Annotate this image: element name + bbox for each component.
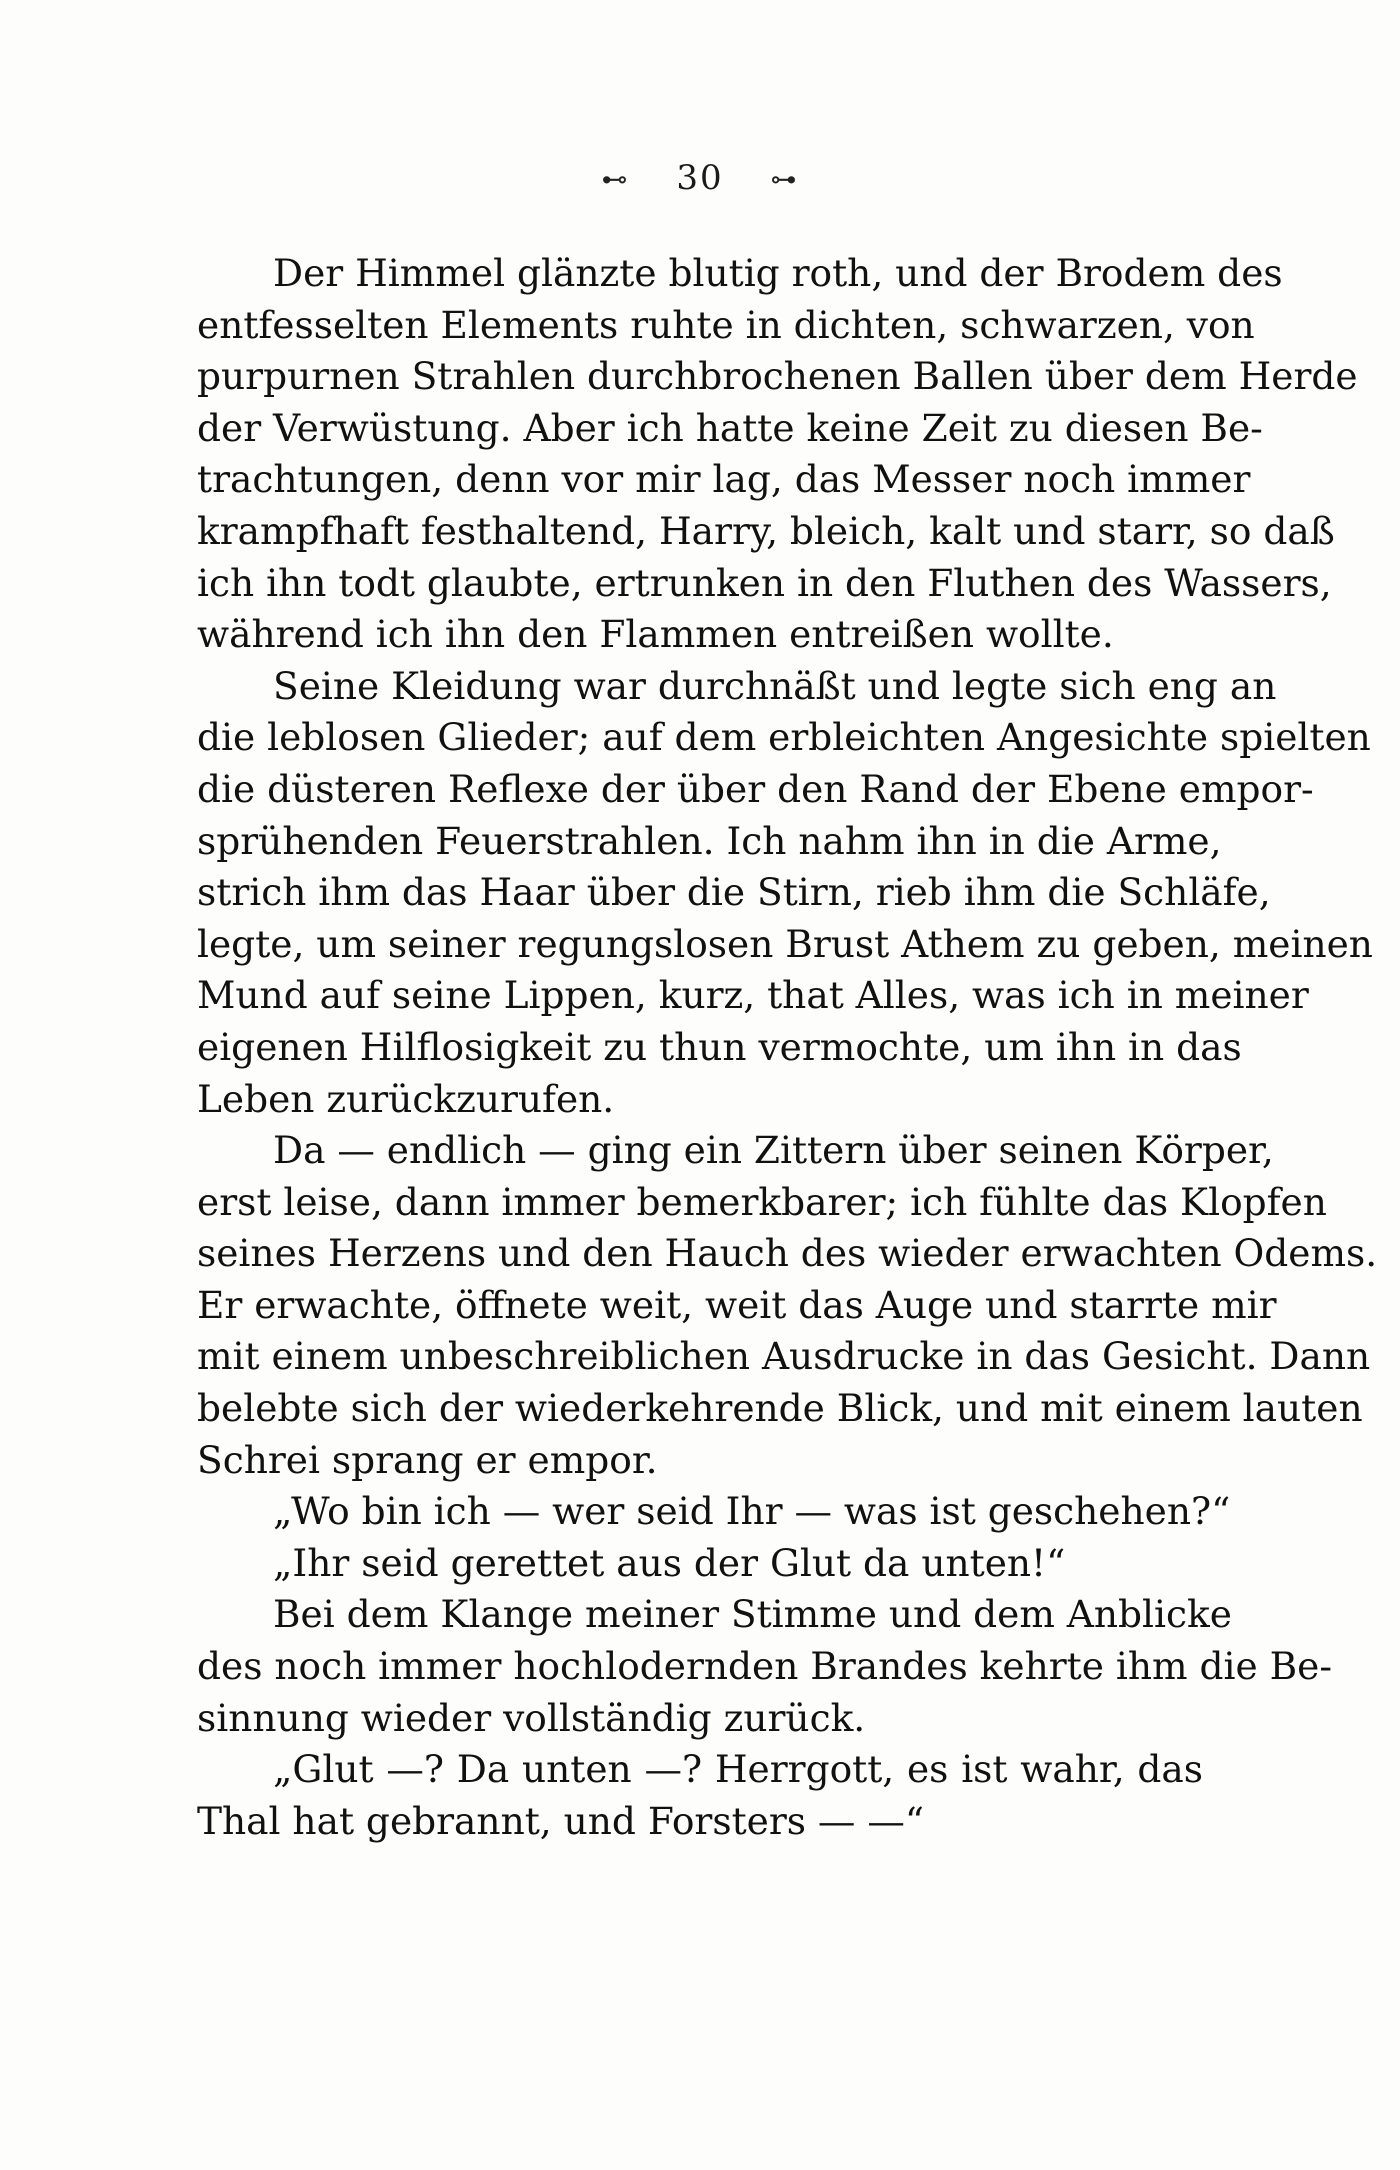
ornament-right-icon: ⊶ (770, 165, 799, 195)
text-line: trachtungen, denn vor mir lag, das Messer noch immer (197, 457, 1251, 502)
text-line: die düsteren Reflexe der über den Rand der Ebene empor- (197, 766, 1314, 811)
text-line: Da — endlich — ging ein Zittern über seinen Körper, (273, 1128, 1274, 1173)
text-line: krampfhaft festhaltend, Harry, bleich, kalt und starr, so daß (197, 508, 1335, 553)
text-line: Schrei sprang er empor. (197, 1437, 658, 1482)
text-line: eigenen Hilflosigkeit zu thun vermochte, um ihn in das (197, 1024, 1242, 1069)
text-line: Thal hat gebrannt, und Forsters — —“ (197, 1798, 925, 1843)
text-line: Seine Kleidung war durchnäßt und legte sich eng an (273, 663, 1277, 708)
text-line: entfesselten Elements ruhte in dichten, schwarzen, von (197, 302, 1255, 347)
text-line: mit einem unbeschreiblichen Ausdrucke in das Gesicht. Dann (197, 1334, 1371, 1379)
text-line: Der Himmel glänzte blutig roth, und der Brodem des (273, 251, 1283, 295)
text-line: strich ihm das Haar über die Stirn, rieb ihm die Schläfe, (197, 870, 1271, 915)
text-line: des noch immer hochlodernden Brandes kehrte ihm die Be- (197, 1644, 1332, 1689)
text-line: purpurnen Strahlen durchbrochenen Ballen über dem Herde (197, 354, 1358, 399)
text-line: „Ihr seid gerettet aus der Glut da unten!“ (273, 1540, 1066, 1585)
text-line: sinnung wieder vollständig zurück. (197, 1695, 866, 1740)
text-line: „Glut —? Da unten —? Herrgott, es ist wahr, das (273, 1747, 1203, 1792)
text-line: die leblosen Glieder; auf dem erbleichten Angesichte spielten (197, 715, 1371, 760)
text-line: erst leise, dann immer bemerkbarer; ich fühlte das Klopfen (197, 1179, 1327, 1224)
text-line: Leben zurückzurufen. (197, 1076, 615, 1121)
text-line: sprühenden Feuerstrahlen. Ich nahm ihn in die Arme, (197, 818, 1222, 863)
text-line: der Verwüstung. Aber ich hatte keine Zeit zu diesen Be- (197, 405, 1263, 450)
text-line: Bei dem Klange meiner Stimme und dem Anblicke (273, 1592, 1232, 1637)
ornament-left-icon: ⊷ (601, 165, 630, 195)
page-header (0, 158, 1400, 198)
body-text (197, 248, 1378, 1847)
page-number: 30 (676, 158, 724, 198)
text-line: ich ihn todt glaubte, ertrunken in den Fluthen des Wassers, (197, 560, 1332, 605)
text-line: belebte sich der wiederkehrende Blick, und mit einem lauten (197, 1386, 1363, 1431)
text-line: während ich ihn den Flammen entreißen wollte. (197, 612, 1114, 657)
text-line: Mund auf seine Lippen, kurz, that Alles, was ich in meiner (197, 973, 1309, 1018)
text-line: seines Herzens und den Hauch des wieder erwachten Odems. (197, 1231, 1378, 1276)
text-line: „Wo bin ich — wer seid Ihr — was ist geschehen?“ (273, 1489, 1231, 1534)
text-line: legte, um seiner regungslosen Brust Athem zu geben, meinen (197, 921, 1373, 966)
text-line: Er erwachte, öffnete weit, weit das Auge und starrte mir (197, 1282, 1277, 1327)
